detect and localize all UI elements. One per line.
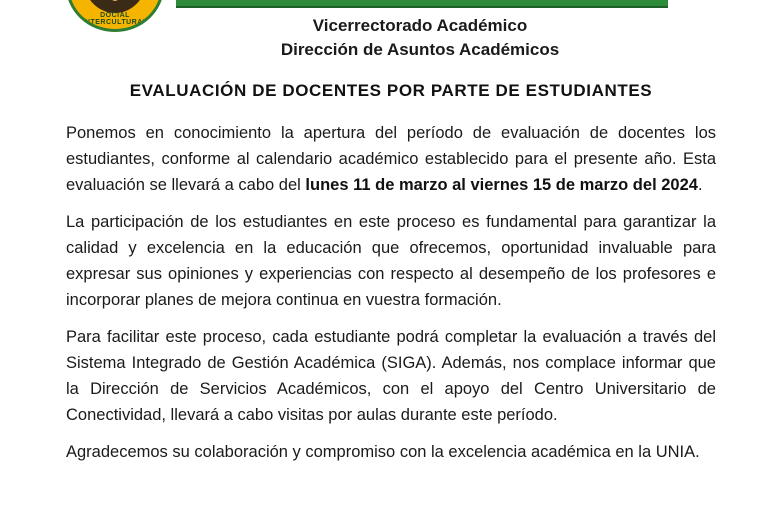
evaluation-dates: lunes 11 de marzo al viernes 15 de marzo del 2024	[305, 176, 698, 194]
letterhead	[0, 0, 768, 70]
office-vicerrectorado: Vicerrectorado Académico	[312, 16, 528, 35]
paragraph-announcement-end: .	[697, 176, 703, 194]
paragraph-process: Para facilitar este proceso, cada estudiante podrá completar la evaluación a través del Sistema Integrado de Gestión Académica (SIGA). Además, nos complace informar que la Dirección de Servicios Académicos, con el apoyo del Centro Universitario de Conectividad, llevará a cabo visitas por aulas durante este período.	[66, 328, 716, 424]
paragraph-announcement-text: Ponemos en conocimiento la apertura del período de evaluación de docentes los estudiantes, conforme al calendario académico establecido para el presente año. Esta evaluación se llevará a cabo del	[66, 124, 716, 194]
document-title: EVALUACIÓN DE DOCENTES POR PARTE DE ESTUDIANTES	[129, 81, 653, 100]
paragraph-thanks: Agradecemos su colaboración y compromiso con la excelencia académica en la UNIA.	[66, 443, 700, 461]
office-direccion: Dirección de Asuntos Académicos	[280, 40, 560, 59]
license-ribbon	[176, 0, 668, 8]
seal-ring-text: DOCIAL INTERCULTURAL	[82, 12, 148, 26]
paragraph-participation: La participación de los estudiantes en este proceso es fundamental para garantizar la calidad y excelencia en la educación que ofrecemos, oportunidad invaluable para expresar sus opiniones y experiencias con respecto al desempeño de los profesores e incorporar planes de mejora continua en vuestra formación.	[66, 213, 716, 309]
document-body	[66, 120, 716, 476]
paragraph-announcement	[66, 120, 716, 198]
